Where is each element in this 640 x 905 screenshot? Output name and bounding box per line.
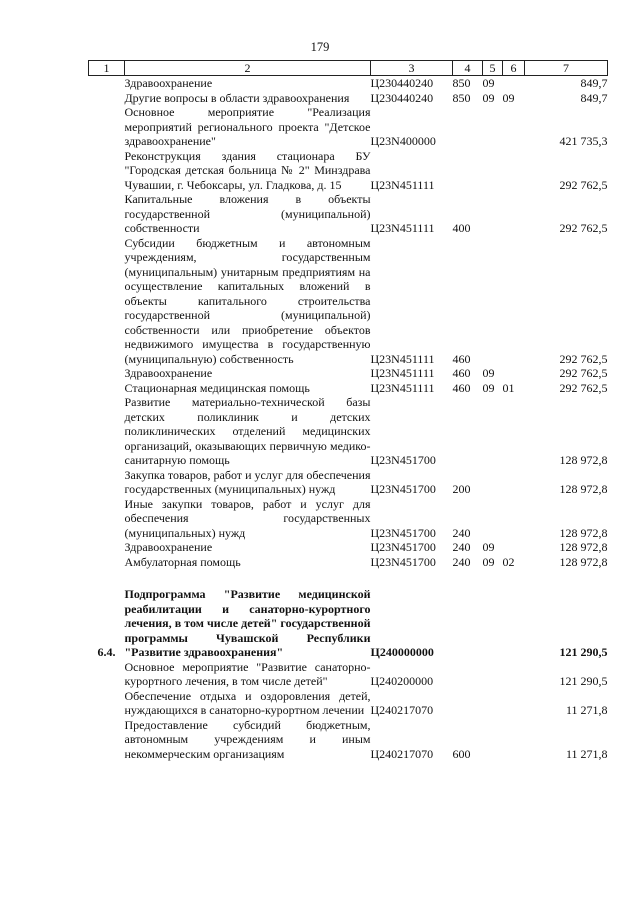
row-code: Ц23N451700 xyxy=(370,525,436,540)
table-row xyxy=(89,236,608,367)
table-row xyxy=(89,381,608,396)
section-gap-cell xyxy=(89,569,608,587)
row-subsection xyxy=(503,105,525,149)
row-amount: 128 972,8 xyxy=(559,540,608,554)
row-expense-type xyxy=(453,587,483,660)
column-header-code: 3 xyxy=(371,61,453,76)
row-subsection xyxy=(503,468,525,497)
row-section: 09 xyxy=(482,90,495,105)
row-expense-type xyxy=(453,105,483,149)
table-row xyxy=(89,149,608,193)
row-section xyxy=(483,587,503,660)
column-header-amount: 7 xyxy=(525,61,608,76)
row-code: Ц23N451700 xyxy=(370,540,436,554)
row-subsection xyxy=(503,395,525,468)
row-name: Субсидии бюджетным и автономным учреждениям, государственным (муниципальным) унитарным предприятиям на осуществление капитальных вложений в объекты капитального строительства государственной (муниципальной) собственности или приобретение объектов недвижимого имущества в государственную (муниципальную) собственность xyxy=(124,235,371,366)
row-section xyxy=(483,689,503,718)
row-expense-type: 240 xyxy=(452,540,471,554)
row-amount: 292 762,5 xyxy=(559,177,608,192)
row-section: 09 xyxy=(482,76,495,90)
row-number xyxy=(89,149,125,193)
row-expense-type xyxy=(453,689,483,718)
row-name: Основное мероприятие "Развитие санаторно-курортного лечения, в том числе детей" xyxy=(124,659,371,688)
row-name: Капитальные вложения в объекты государственной (муниципальной) собственности xyxy=(124,192,371,235)
row-name: Развитие материально-технической базы детских поликлиник и детских поликлинических отделений медицинских организаций, оказывающих первичную медико-санитарную помощь xyxy=(124,395,371,467)
row-amount: 121 290,5 xyxy=(559,674,608,688)
row-expense-type xyxy=(453,149,483,193)
table-row xyxy=(89,105,608,149)
row-section xyxy=(483,395,503,468)
column-header-subsection: 6 xyxy=(503,61,525,76)
row-amount: 292 762,5 xyxy=(559,366,608,380)
row-section xyxy=(483,236,503,367)
row-amount: 849,7 xyxy=(580,90,608,105)
row-subsection: 02 xyxy=(502,554,515,569)
row-section xyxy=(483,149,503,193)
row-expense-type: 850 xyxy=(452,76,471,90)
row-name: Основное мероприятие "Реализация мероприятий регионального проекта "Детское здравоохранение" xyxy=(124,105,371,148)
row-subsection xyxy=(503,149,525,193)
row-number xyxy=(89,236,125,367)
table-row xyxy=(89,718,608,762)
row-code: Ц23N451111 xyxy=(370,221,435,235)
row-section: 09 xyxy=(482,380,495,395)
row-amount: 849,7 xyxy=(580,76,608,90)
row-amount: 128 972,8 xyxy=(559,453,608,467)
table-row xyxy=(89,660,608,689)
row-subsection: 09 xyxy=(502,90,515,105)
row-code: Ц240217070 xyxy=(370,746,434,761)
row-number xyxy=(89,192,125,236)
row-number xyxy=(89,689,125,718)
table-row xyxy=(89,91,608,106)
row-subsection xyxy=(503,366,525,381)
row-expense-type: 240 xyxy=(452,554,471,569)
table-row xyxy=(89,395,608,468)
row-name: Другие вопросы в области здравоохранения xyxy=(124,90,350,105)
section-gap xyxy=(89,569,608,587)
row-code: Ц230440240 xyxy=(370,90,434,105)
row-name: Закупка товаров, работ и услуг для обеспечения государственных (муниципальных) нужд xyxy=(124,467,371,496)
row-code: Ц240000000 xyxy=(370,645,434,659)
row-expense-type: 600 xyxy=(452,746,471,761)
row-subsection xyxy=(503,76,525,91)
row-section: 09 xyxy=(482,554,495,569)
row-name: Подпрограмма "Развитие медицинской реабилитации и санаторно-курортного лечения, в том числе детей" государственной программы Чувашской Республики "Развитие здравоохранения" xyxy=(124,587,371,659)
row-code: Ц23N451700 xyxy=(370,554,436,569)
row-expense-type: 850 xyxy=(452,90,471,105)
table-header-row xyxy=(89,61,608,76)
row-expense-type: 460 xyxy=(452,380,471,395)
row-section xyxy=(483,192,503,236)
row-amount: 292 762,5 xyxy=(559,380,608,395)
row-subsection xyxy=(503,236,525,367)
row-name: Здравоохранение xyxy=(124,366,213,380)
row-expense-type: 460 xyxy=(452,366,471,380)
row-expense-type: 460 xyxy=(452,351,471,366)
row-expense-type xyxy=(453,395,483,468)
row-section xyxy=(483,105,503,149)
row-number xyxy=(89,91,125,106)
row-number xyxy=(89,76,125,91)
row-number xyxy=(89,497,125,541)
row-code: Ц23N451700 xyxy=(370,453,436,467)
row-code: Ц23N400000 xyxy=(370,134,436,148)
row-amount: 121 290,5 xyxy=(559,645,608,659)
row-amount: 128 972,8 xyxy=(559,482,608,496)
row-amount: 292 762,5 xyxy=(559,221,608,235)
row-expense-type: 240 xyxy=(452,525,471,540)
table-row xyxy=(89,540,608,555)
row-amount: 11 271,8 xyxy=(565,746,608,761)
row-subsection xyxy=(503,689,525,718)
table-row xyxy=(89,689,608,718)
row-subsection xyxy=(503,540,525,555)
row-amount: 421 735,3 xyxy=(559,134,608,148)
row-section: 09 xyxy=(482,366,495,380)
row-subsection xyxy=(503,718,525,762)
table-body xyxy=(89,76,608,762)
row-subsection xyxy=(503,192,525,236)
row-name: Стационарная медицинская помощь xyxy=(124,380,310,395)
row-name: Иные закупки товаров, работ и услуг для обеспечения государственных (муниципальных) нужд xyxy=(124,496,371,540)
row-amount: 128 972,8 xyxy=(559,554,608,569)
table-row xyxy=(89,468,608,497)
row-code: Ц23N451111 xyxy=(370,380,435,395)
table-row xyxy=(89,366,608,381)
table-row xyxy=(89,76,608,91)
row-name: Обеспечение отдыха и оздоровления детей, нуждающихся в санаторно-курортном лечении xyxy=(124,688,371,717)
row-name: Реконструкция здания стационара БУ "Городская детская больница № 2" Минздрава Чувашии, г. Чебоксары, ул. Гладкова, д. 15 xyxy=(124,148,371,192)
row-expense-type xyxy=(453,660,483,689)
column-header-number: 1 xyxy=(89,61,125,76)
row-subsection: 01 xyxy=(502,380,515,395)
row-code: Ц240217070 xyxy=(370,703,434,717)
row-subsection xyxy=(503,497,525,541)
row-code: Ц23N451111 xyxy=(370,366,435,380)
row-section xyxy=(483,660,503,689)
page-number: 179 xyxy=(310,40,330,54)
column-header-expense-type: 4 xyxy=(453,61,483,76)
row-section xyxy=(483,718,503,762)
row-code: Ц23N451111 xyxy=(370,351,435,366)
row-section xyxy=(483,497,503,541)
row-number xyxy=(89,718,125,762)
row-number: 6.4. xyxy=(97,645,116,659)
row-code: Ц23N451700 xyxy=(370,482,436,496)
row-number xyxy=(89,366,125,381)
row-amount: 292 762,5 xyxy=(559,351,608,366)
row-expense-type: 400 xyxy=(452,221,471,235)
budget-table xyxy=(88,60,608,761)
row-expense-type: 200 xyxy=(452,482,471,496)
row-name: Предоставление субсидий бюджетным, автономным учреждениям и иным некоммерческим организациям xyxy=(124,717,371,761)
row-subsection xyxy=(503,587,525,660)
row-number xyxy=(89,555,125,570)
row-number xyxy=(89,660,125,689)
row-name: Здравоохранение xyxy=(124,76,213,90)
row-section xyxy=(483,468,503,497)
row-number xyxy=(89,381,125,396)
row-amount: 11 271,8 xyxy=(565,703,608,717)
row-number xyxy=(89,540,125,555)
row-code: Ц23N451111 xyxy=(370,177,435,192)
table-row xyxy=(89,497,608,541)
table-row xyxy=(89,555,608,570)
column-header-section: 5 xyxy=(483,61,503,76)
row-section: 09 xyxy=(482,540,495,554)
row-subsection xyxy=(503,660,525,689)
row-code: Ц230440240 xyxy=(370,76,434,90)
row-name: Здравоохранение xyxy=(124,540,213,554)
row-name: Амбулаторная помощь xyxy=(124,554,241,569)
table-row xyxy=(89,192,608,236)
table-row xyxy=(89,587,608,660)
row-number xyxy=(89,395,125,468)
column-header-name: 2 xyxy=(125,61,371,76)
row-amount: 128 972,8 xyxy=(559,525,608,540)
row-number xyxy=(89,468,125,497)
row-number xyxy=(89,105,125,149)
row-code: Ц240200000 xyxy=(370,674,434,688)
